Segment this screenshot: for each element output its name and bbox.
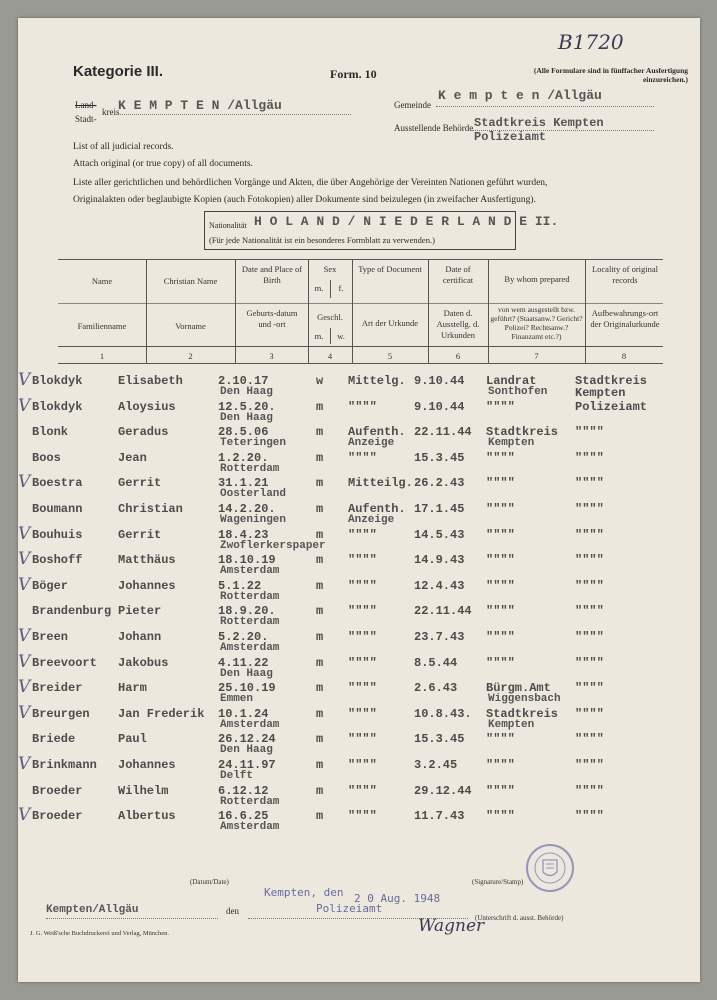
cell-birth-date: 18.4.23 — [218, 527, 269, 542]
cell-birth-place: Zwoflerkerspaper — [220, 539, 326, 552]
printer-note: J. G. Weiß'sche Buchdruckerei und Verlag, München. — [30, 930, 170, 937]
cell-christian-name: Gerrit — [118, 476, 162, 491]
cell-certificate-date: 23.7.43 — [414, 630, 465, 644]
gemeinde-label: Gemeinde — [394, 100, 431, 110]
footer-place: Kempten/Allgäu — [46, 904, 139, 916]
cell-family-name: Boestra — [32, 476, 83, 491]
cell-prepared-by: """" — [486, 732, 515, 747]
footer-den: den — [226, 906, 239, 916]
cell-family-name: Breen — [32, 630, 69, 644]
stadt-label: Stadt- — [75, 114, 97, 124]
cell-birth-date: 24.11.97 — [218, 758, 276, 772]
cell-birth-place: Amsterdam — [220, 642, 280, 654]
document-sheet — [18, 18, 700, 982]
cell-prepared-by: """" — [486, 399, 515, 414]
cell-family-name: Blokdyk — [32, 374, 83, 388]
col-birth-de: Geburts-datum und -ort — [246, 308, 298, 329]
cell-certificate-date: 14.5.43 — [414, 527, 465, 542]
instruction-2: Attach original (or true copy) of all documents. — [73, 159, 253, 169]
cell-certificate-date: 11.7.43 — [414, 809, 465, 824]
cell-certificate-date: 2.6.43 — [414, 681, 458, 696]
cell-family-name: Böger — [32, 578, 69, 593]
cell-record-locality: """" — [575, 527, 604, 542]
col-sex-wde: w. — [337, 331, 345, 341]
cell-record-locality: """" — [575, 578, 604, 593]
col-num-7: 7 — [534, 351, 539, 361]
behoerde-value-2: Polizeiamt — [474, 130, 547, 144]
cell-birth-place: Amsterdam — [220, 565, 280, 578]
cell-certificate-date: 15.3.45 — [414, 450, 465, 465]
cell-family-name: Breider — [32, 681, 83, 696]
official-seal — [526, 844, 574, 892]
col-num-1: 1 — [99, 351, 105, 361]
cell-certificate-date: 22.11.44 — [414, 425, 472, 440]
cell-christian-name: Pieter — [118, 604, 162, 619]
cell-birth-place: Den Haag — [220, 411, 273, 424]
cell-birth-place: Teteringen — [220, 437, 287, 450]
signature-stamp-label: (Signature/Stamp) — [472, 878, 524, 886]
cell-record-locality: """" — [575, 809, 604, 824]
col-num-8: 8 — [621, 351, 627, 361]
col-by-de: von wem ausgestellt bzw. geführt? (Staatsanw.? Gericht? Polizei? Rechtsanw.? Finanzamt etc.?) — [490, 305, 583, 341]
cell-family-name: Brandenburg — [32, 604, 112, 619]
cell-sex: m — [316, 655, 324, 670]
cell-christian-name: Matthäus — [118, 553, 176, 568]
cell-document-type: """" — [348, 758, 377, 772]
cell-birth-place: Rotterdam — [220, 795, 280, 808]
check-mark: V — [18, 651, 31, 672]
col-num-6: 6 — [455, 351, 461, 361]
cell-document-type-2: Anzeige — [348, 437, 395, 450]
cell-family-name: Briede — [32, 732, 76, 747]
col-doc-de: Art der Urkunde — [361, 318, 419, 328]
cell-certificate-date: 9.10.44 — [414, 399, 465, 414]
stamp-date: 2 0 Aug. 1948 — [354, 892, 441, 905]
cell-family-name: Boumann — [32, 502, 83, 516]
seal-emblem-icon — [528, 846, 572, 890]
cell-document-type: """" — [348, 450, 377, 465]
cell-birth-place: Rotterdam — [220, 590, 280, 603]
cell-birth-date: 4.11.22 — [218, 655, 269, 670]
cell-record-locality-2: Kempten — [575, 386, 626, 400]
cell-sex: m — [316, 732, 324, 747]
cell-birth-date: 26.12.24 — [218, 732, 276, 747]
check-mark: V — [18, 523, 31, 544]
cell-family-name: Breevoort — [32, 655, 97, 670]
col-doc-en: Type of Document — [358, 264, 422, 274]
cell-document-type: """" — [348, 553, 377, 568]
cell-document-type: """" — [348, 399, 377, 414]
cell-christian-name: Johannes — [118, 758, 176, 772]
cell-family-name: Breurgen — [32, 706, 90, 721]
cell-record-locality: Stadtkreis — [575, 374, 648, 388]
behoerde-value-1: Stadtkreis Kempten — [474, 116, 604, 130]
col-loc-en: Locality of original records — [591, 264, 659, 285]
cell-prepared-by: """" — [486, 604, 515, 619]
cell-birth-date: 14.2.20. — [218, 502, 276, 516]
cell-birth-place: Emmen — [220, 693, 254, 706]
cell-sex: m — [316, 553, 324, 568]
col-sex-m: m. — [314, 283, 324, 293]
cell-prepared-by-2: Kempten — [488, 718, 535, 731]
cell-record-locality: """" — [575, 553, 604, 568]
cell-birth-date: 31.1.21 — [218, 476, 269, 491]
check-mark: V — [18, 677, 31, 698]
cell-prepared-by: Stadtkreis — [486, 706, 559, 721]
check-mark: V — [18, 805, 31, 826]
land-label: Land- — [75, 100, 97, 110]
cell-document-type: """" — [348, 783, 377, 798]
cell-birth-place: Amsterdam — [220, 718, 280, 731]
cell-certificate-date: 17.1.45 — [414, 502, 465, 516]
cell-document-type: Mitteilg. — [348, 476, 413, 491]
cell-record-locality: """" — [575, 758, 604, 772]
cell-sex: m — [316, 681, 324, 696]
cell-prepared-by: """" — [486, 578, 515, 593]
nationality-value: H O L A N D / N I E D E R L A N D E II. — [254, 214, 559, 229]
cell-christian-name: Johann — [118, 630, 162, 644]
cell-document-type: Aufenth. — [348, 502, 406, 516]
stamp-office: Polizeiamt — [316, 902, 383, 915]
cell-christian-name: Aloysius — [118, 399, 176, 414]
cell-prepared-by-2: Kempten — [488, 437, 535, 450]
nationality-label: Nationalität — [209, 221, 247, 230]
cell-christian-name: Wilhelm — [118, 783, 169, 798]
cell-christian-name: Geradus — [118, 425, 169, 440]
cell-birth-date: 10.1.24 — [218, 706, 269, 721]
cell-sex: m — [316, 758, 324, 772]
col-sex-en: Sex — [323, 264, 337, 274]
cell-family-name: Blokdyk — [32, 399, 83, 414]
cell-sex: m — [316, 706, 324, 721]
cell-prepared-by: Landrat — [486, 374, 537, 388]
cell-document-type: """" — [348, 578, 377, 593]
cell-birth-date: 6.12.12 — [218, 783, 269, 798]
col-name-en: Name — [91, 276, 113, 286]
cell-prepared-by: """" — [486, 527, 515, 542]
col-num-3: 3 — [269, 351, 274, 361]
cell-record-locality: """" — [575, 502, 604, 516]
cell-record-locality: """" — [575, 476, 604, 491]
cell-birth-date: 2.10.17 — [218, 374, 269, 388]
cell-document-type: """" — [348, 809, 377, 824]
cell-certificate-date: 3.2.45 — [414, 758, 458, 772]
kreis-label: kreis — [102, 107, 120, 117]
check-mark: V — [18, 472, 31, 493]
cell-prepared-by-2: Sonthofen — [488, 386, 548, 398]
cell-certificate-date: 22.11.44 — [414, 604, 472, 619]
cell-sex: m — [316, 425, 324, 440]
col-loc-de: Aufbewahrungs-ort der Originalurkunde — [590, 308, 660, 329]
cell-family-name: Broeder — [32, 783, 83, 798]
cell-birth-place: Den Haag — [220, 744, 273, 757]
cell-birth-date: 12.5.20. — [218, 399, 276, 414]
cell-record-locality: """" — [575, 655, 604, 670]
cell-prepared-by: """" — [486, 783, 515, 798]
cell-birth-place: Rotterdam — [220, 616, 280, 629]
cell-birth-place: Delft — [220, 770, 254, 782]
cell-record-locality: """" — [575, 681, 604, 696]
instruction-4: Originalakten oder beglaubigte Kopien (auch Fotokopien) aller Dokumente sind beizulegen (in zweifacher Ausfertigung). — [73, 195, 536, 205]
check-mark: V — [18, 549, 31, 570]
cell-sex: m — [316, 630, 324, 644]
signature: Wagner — [418, 916, 485, 936]
cell-christian-name: Gerrit — [118, 527, 162, 542]
cell-birth-date: 5.2.20. — [218, 630, 269, 644]
cell-record-locality: Polizeiamt — [575, 399, 648, 414]
stamp-city: Kempten, den — [264, 886, 344, 899]
cell-birth-place: Wageningen — [220, 514, 287, 526]
cell-birth-date: 1.2.20. — [218, 450, 269, 465]
cell-christian-name: Jakobus — [118, 655, 169, 670]
cell-record-locality: """" — [575, 630, 604, 644]
cell-christian-name: Johannes — [118, 578, 176, 593]
cell-prepared-by: """" — [486, 502, 515, 516]
nationality-note: (Für jede Nationalität ist ein besonderes Formblatt zu verwenden.) — [209, 235, 435, 245]
check-mark: V — [18, 370, 31, 390]
cell-birth-place: Den Haag — [220, 667, 273, 680]
kreis-value: K E M P T E N /Allgäu — [118, 98, 282, 113]
cell-document-type: """" — [348, 706, 377, 721]
gemeinde-value: K e m p t e n /Allgäu — [438, 88, 602, 103]
cell-family-name: Boos — [32, 450, 61, 465]
cell-record-locality: """" — [575, 604, 604, 619]
cell-sex: m — [316, 604, 324, 619]
category-title: Kategorie III. — [73, 63, 164, 80]
handwritten-reference: B1720 — [558, 30, 624, 54]
cell-birth-date: 25.10.19 — [218, 681, 276, 696]
check-mark: V — [18, 395, 31, 416]
cell-sex: m — [316, 809, 324, 824]
cell-certificate-date: 10.8.43. — [414, 706, 472, 721]
cell-document-type: """" — [348, 630, 377, 644]
cell-birth-place: Rotterdam — [220, 462, 280, 475]
check-mark: V — [18, 626, 31, 646]
cell-prepared-by: """" — [486, 809, 515, 824]
cell-prepared-by: """" — [486, 630, 515, 644]
cell-birth-date: 18.10.19 — [218, 553, 276, 568]
cell-birth-date: 5.1.22 — [218, 578, 262, 593]
col-sex-de: Geschl. — [317, 312, 343, 322]
col-christian-de: Vorname — [175, 321, 206, 331]
cell-record-locality: """" — [575, 450, 604, 465]
cell-christian-name: Elisabeth — [118, 374, 183, 388]
cell-prepared-by: """" — [486, 655, 515, 670]
cell-birth-place: Oosterland — [220, 488, 287, 501]
col-date-de: Daten d. Ausstellg. d. Urkunden — [436, 308, 480, 340]
col-sex-mde: m. — [314, 331, 324, 341]
check-mark: V — [18, 754, 31, 774]
cell-family-name: Bouhuis — [32, 527, 83, 542]
cell-birth-place: Den Haag — [220, 386, 273, 398]
cell-sex: w — [316, 374, 324, 388]
col-name-de: Familienname — [77, 321, 127, 331]
cell-certificate-date: 14.9.43 — [414, 553, 465, 568]
cell-document-type: """" — [348, 732, 377, 747]
cell-sex: m — [316, 450, 324, 465]
cell-christian-name: Christian — [118, 502, 183, 516]
cell-family-name: Broeder — [32, 809, 83, 824]
col-by-en: By whom prepared — [504, 274, 570, 284]
cell-document-type: """" — [348, 604, 377, 619]
cell-record-locality: """" — [575, 425, 604, 440]
col-birth-en: Date and Place of Birth — [241, 264, 303, 285]
cell-document-type: Mittelg. — [348, 374, 406, 388]
cell-family-name: Brinkmann — [32, 758, 97, 772]
cell-birth-date: 18.9.20. — [218, 604, 276, 619]
cell-sex: m — [316, 578, 324, 593]
cell-sex: m — [316, 399, 324, 414]
cell-prepared-by: """" — [486, 476, 515, 491]
cell-certificate-date: 8.5.44 — [414, 655, 458, 670]
cell-record-locality: """" — [575, 706, 604, 721]
col-num-5: 5 — [387, 351, 393, 361]
check-mark: V — [18, 574, 31, 595]
cell-document-type-2: Anzeige — [348, 514, 395, 526]
col-date-en: Date of certificat — [442, 264, 474, 285]
col-sex-f: f. — [338, 283, 344, 293]
cell-prepared-by-2: Wiggensbach — [488, 693, 561, 706]
cell-certificate-date: 9.10.44 — [414, 374, 465, 388]
cell-prepared-by: Stadtkreis — [486, 425, 559, 440]
cell-record-locality: """" — [575, 732, 604, 747]
cell-christian-name: Albertus — [118, 809, 176, 824]
cell-document-type: """" — [348, 527, 377, 542]
cell-sex: m — [316, 527, 324, 542]
cell-record-locality: """" — [575, 783, 604, 798]
cell-document-type: Aufenth. — [348, 425, 406, 440]
instruction-3: Liste aller gerichtlichen und behördlichen Vorgänge und Akten, die über Angehörige der Vereinten Nationen geführt wurden, — [73, 178, 548, 188]
cell-document-type: """" — [348, 681, 377, 696]
copies-note: (Alle Formulare sind in fünffacher Ausfertigung einzureichen.) — [533, 66, 688, 84]
cell-family-name: Blonk — [32, 425, 69, 440]
cell-certificate-date: 29.12.44 — [414, 783, 472, 798]
cell-document-type: """" — [348, 655, 377, 670]
cell-certificate-date: 12.4.43 — [414, 578, 465, 593]
cell-prepared-by: """" — [486, 553, 515, 568]
cell-birth-date: 28.5.06 — [218, 425, 269, 440]
instruction-1: List of all judicial records. — [73, 142, 174, 152]
cell-family-name: Boshoff — [32, 553, 83, 568]
check-mark: V — [18, 702, 31, 723]
cell-sex: m — [316, 502, 324, 516]
col-num-2: 2 — [188, 351, 193, 361]
col-christian-en: Christian Name — [163, 276, 218, 286]
cell-christian-name: Jan Frederik — [118, 706, 205, 721]
form-number: Form. 10 — [330, 67, 377, 81]
cell-sex: m — [316, 783, 324, 798]
table-row — [18, 805, 700, 839]
cell-prepared-by: """" — [486, 758, 515, 772]
cell-certificate-date: 26.2.43 — [414, 476, 465, 491]
col-num-4: 4 — [327, 351, 333, 361]
cell-christian-name: Harm — [118, 681, 147, 696]
cell-prepared-by: """" — [486, 450, 515, 465]
cell-christian-name: Jean — [118, 450, 147, 465]
behoerde-label: Ausstellende Behörde — [394, 123, 474, 133]
cell-sex: m — [316, 476, 324, 491]
issuer-sign-label: (Unterschrift d. ausst. Behörde) — [475, 914, 564, 922]
cell-prepared-by: Bürgm.Amt — [486, 681, 551, 696]
cell-birth-date: 16.6.25 — [218, 809, 269, 824]
cell-birth-place: Amsterdam — [220, 821, 280, 834]
cell-christian-name: Paul — [118, 732, 147, 747]
cell-certificate-date: 15.3.45 — [414, 732, 465, 747]
date-label: (Datum/Date) — [190, 878, 229, 886]
